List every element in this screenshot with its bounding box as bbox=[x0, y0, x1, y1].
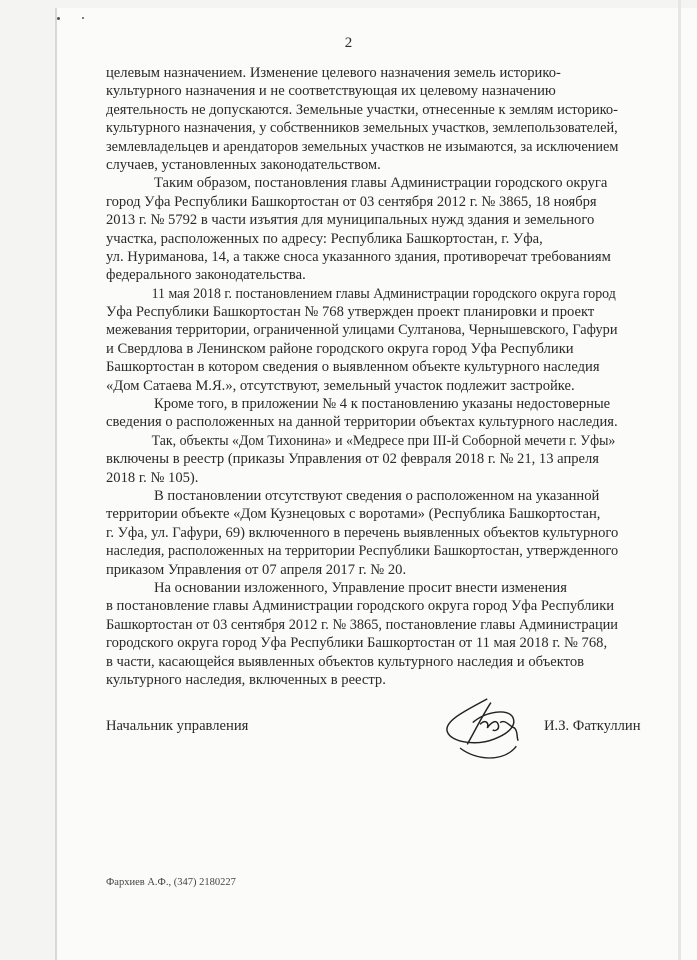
text-line: культурного назначения и не соответствующая их целевому назначению bbox=[106, 83, 556, 100]
signature-strokes bbox=[467, 703, 518, 745]
text-line: наследия, расположенных на территории Республики Башкортостан, утвержденного bbox=[106, 543, 619, 560]
signature-underloop bbox=[460, 746, 516, 758]
text-line: сведения о расположенных на данной территории объектах культурного наследия. bbox=[106, 414, 618, 431]
text-line: На основании изложенного, Управление просит внести изменения bbox=[154, 579, 567, 596]
signature-block bbox=[106, 688, 666, 768]
text-line: землевладельцев и арендаторов земельных участков не изымаются, за исключением bbox=[106, 138, 619, 155]
text-line: в постановление главы Администрации городского округа город Уфа Республики bbox=[106, 598, 615, 615]
text-line: приказом Управления от 07 апреля 2017 г. № 20. bbox=[106, 561, 407, 578]
text-line: город Уфа Республики Башкортостан от 03 сентября 2012 г. № 3865, 18 ноября bbox=[106, 193, 597, 210]
text-line: В постановлении отсутствуют сведения о расположенном на указанной bbox=[154, 487, 600, 504]
text-line: Башкортостан в котором сведения о выявленном объекте культурного наследия bbox=[106, 359, 600, 376]
paragraph bbox=[106, 174, 618, 284]
text-line: Кроме того, в приложении № 4 к постановлению указаны недостоверные bbox=[154, 396, 611, 413]
text-line: целевым назначением. Изменение целевого назначения земель историко- bbox=[106, 65, 561, 81]
text-line: культурного назначения, у собственников земельных участков, землепользователей, bbox=[106, 120, 618, 137]
text-line: случаев, установленных законодательством. bbox=[106, 156, 381, 173]
letter-body bbox=[106, 64, 618, 689]
text-line: Так, объекты «Дом Тихонина» и «Медресе при III-й Соборной мечети г. Уфы» bbox=[151, 432, 616, 449]
text-line: деятельность не допускаются. Земельные участки, отнесенные к землям историко- bbox=[106, 101, 619, 118]
signatory-position: Начальник управления bbox=[106, 718, 249, 734]
contact-footer: Фархиев А.Ф., (347) 2180227 bbox=[106, 877, 236, 888]
page-number: 2 bbox=[344, 35, 353, 51]
paragraph bbox=[106, 395, 618, 432]
text-line: 11 мая 2018 г. постановлением главы Администрации городского округа город bbox=[151, 285, 616, 302]
text-line: участка, расположенных по адресу: Республика Башкортостан, г. Уфа, bbox=[106, 230, 543, 247]
text-line: ул. Нуриманова, 14, а также сноса указанного здания, противоречат требованиям bbox=[106, 248, 611, 265]
text-line: межевания территории, ограниченной улицами Султанова, Чернышевского, Гафури bbox=[106, 322, 618, 339]
text-line: в части, касающейся выявленных объектов культурного наследия и объектов bbox=[106, 653, 585, 670]
text-line: Башкортостан от 03 сентября 2012 г. № 3865, постановление главы Администрации bbox=[106, 616, 618, 633]
text-line: «Дом Сатаева М.Я.», отсутствуют, земельный участок подлежит застройке. bbox=[106, 377, 575, 394]
paragraph bbox=[106, 432, 618, 487]
paragraph bbox=[106, 64, 618, 174]
text-line: включены в реестр (приказы Управления от 02 февраля 2018 г. № 21, 13 апреля bbox=[106, 451, 600, 468]
text-line: территории объекте «Дом Кузнецовых с воротами» (Республика Башкортостан, bbox=[106, 506, 601, 523]
text-line: г. Уфа, ул. Гафури, 69) включенного в перечень выявленных объектов культурного bbox=[106, 524, 619, 541]
paragraph bbox=[106, 487, 618, 579]
text-line: Таким образом, постановления главы Администрации городского округа bbox=[154, 175, 608, 192]
text-line: Уфа Республики Башкортостан № 768 утвержден проект планировки и проект bbox=[106, 304, 595, 321]
signer-name: И.З. Фаткуллин bbox=[544, 718, 641, 734]
scan-speck bbox=[57, 17, 60, 20]
paragraph bbox=[106, 285, 618, 395]
text-line: 2018 г. № 105). bbox=[106, 469, 199, 486]
text-line: федерального законодательства. bbox=[106, 267, 306, 284]
text-line: и Свердлова в Ленинском районе городского округа город Уфа Республики bbox=[106, 340, 574, 357]
scan-speck bbox=[82, 17, 84, 19]
handwritten-signature bbox=[440, 688, 540, 768]
paragraph bbox=[106, 579, 618, 689]
text-line: 2013 г. № 5792 в части изъятия для муниципальных нужд здания и земельного bbox=[106, 212, 595, 229]
text-line: городского округа город Уфа Республики Башкортостан от 11 мая 2018 г. № 768, bbox=[106, 635, 608, 652]
scan-edge-shadow bbox=[678, 0, 681, 960]
text-line: культурного наследия, включенных в реестр. bbox=[106, 671, 386, 688]
